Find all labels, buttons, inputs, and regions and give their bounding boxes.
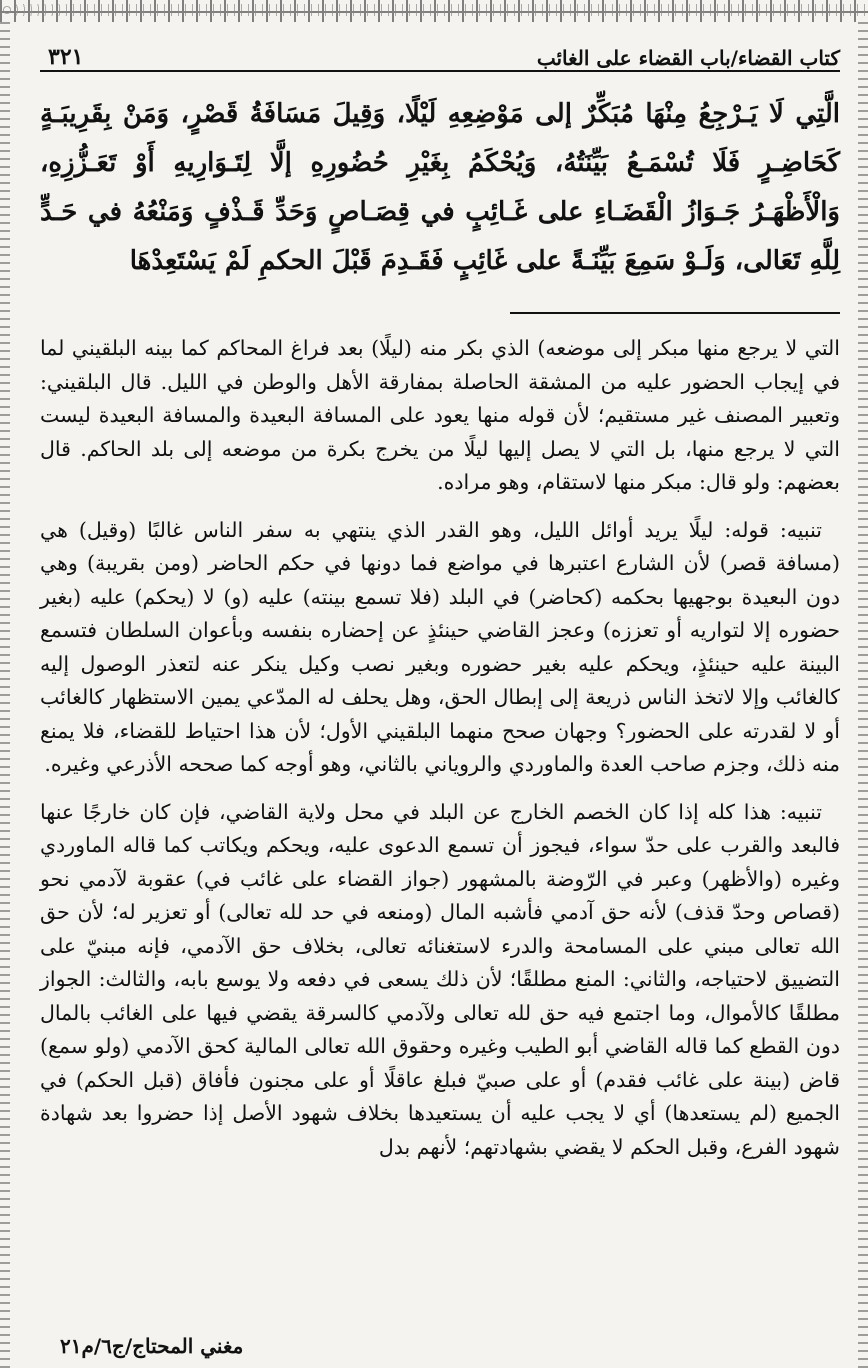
page-number: ٣٢١ <box>48 44 84 70</box>
commentary-paragraph: تنبيه: قوله: ليلًا يريد أوائل الليل، وهو القدر الذي ينتهي به سفر الناس غالبًا (وقيل) هي (مسافة قصر) لأن الشارع اعتبرها في مواضع فما دونها في حكم الحاضر (ومن بقريبة) وهي دون البعيدة بوجهيها بحكمه (كحاضر) في البلد (فلا تسمع بينته) عليه (و) لا (يحكم) عليه (بغير حضوره إلا لتواريه أو تعززه) وعجز القاضي حينئذٍ عن إحضاره بنفسه وبأعوان السلطان فتسمع البينة عليه حينئذٍ، ويحكم عليه بغير حضوره وبغير نصب وكيل ينكر عنه لتعذر الوصول إليه كالغائب وإلا لاتخذ الناس ذريعة إلى إبطال الحق، وهل يحلف له المدّعي يمين الاستظهار كالغائب أو لا لقدرته على الحضور؟ وجهان صحح منهما البلقيني الأول؛ لأن هذا احتياط للقضاء، فلا يمنع منه ذلك، وجزم صاحب العدة والماوردي والروياني بالثاني، وهو أوجه كما صححه الأذرعي وغيره. <box>40 517 840 776</box>
footer-reference: مغني المحتاج/ج٦/م٢١ <box>60 1334 244 1358</box>
running-header <box>40 30 840 72</box>
section-divider <box>510 312 840 314</box>
chapter-title: كتاب القضاء/باب القضاء على الغائب <box>536 46 840 70</box>
commentary <box>40 332 840 1164</box>
decorative-border-top <box>0 0 868 22</box>
decorative-border-right <box>858 20 868 1368</box>
decorative-border-left <box>0 20 10 1368</box>
book-page <box>40 30 840 1360</box>
main-text: الَّتِي لَا يَـرْجِعُ مِنْهَا مُبَكِّرٌ إلى مَوْضِعِهِ لَيْلًا، وَقِيلَ مَسَافَةُ قَصْرٍ، وَمَنْ بِقَرِيبَـةٍ كَحَاضِـرٍ فَلَا تُسْمَـعُ بَيِّنَتُهُ، وَيُحْكَمُ بِغَيْرِ حُضُورِهِ إلَّا لِتَـوَارِيهِ أَوْ تَعَـزُّزِهِ، وَالْأَظْهَـرُ جَـوَازُ الْقَضَـاءِ على غَـائِبٍ في قِصَـاصٍ وَحَدِّ قَـذْفٍ وَمَنْعُهُ في حَـدٍّ لِلَّهِ تَعَالى، وَلَـوْ سَمِعَ بَيِّنَـةً على غَائِبٍ فَقَـدِمَ قَبْلَ الحكمِ لَمْ يَسْتَعِدْهَا <box>40 99 840 276</box>
commentary-paragraph: التي لا يرجع منها مبكر إلى موضعه) الذي بكر منه (ليلًا) بعد فراغ المحاكم كما بينه البلقيني لما في إيجاب الحضور عليه من المشقة الحاصلة بمفارقة الأهل والوطن في الليل. قال البلقيني: وتعبير المصنف غير مستقيم؛ لأن قوله منها يعود على المسافة البعيدة والمسافة البعيدة ليست التي لا يرجع منها، بل التي لا يصل إليها ليلًا من يخرج بكرة من موضعه إلى بلد الحاكم. قال بعضهم: ولو قال: مبكر منها لاستقام، وهو مراده. <box>40 336 840 494</box>
commentary-paragraph: تنبيه: هذا كله إذا كان الخصم الخارج عن البلد في محل ولاية القاضي، فإن كان خارجًا عنها فالبعد والقرب على حدّ سواء، فيجوز أن تسمع الدعوى عليه، ويحكم ويكاتب كما قاله الماوردي وغيره (والأظهر) وعبر في الرّوضة بالمشهور (جواز القضاء على غائب في) عقوبة لآدمي نحو (قصاص وحدّ قذف) لأنه حق آدمي فأشبه المال (ومنعه في حد لله تعالى) أو تعزير له؛ لأن حق الله تعالى مبني على المسامحة والدرء لاستغنائه تعالى، بخلاف حق الآدمي، فإنه مبنيّ على التضييق لاحتياجه، والثاني: المنع مطلقًا؛ لأن ذلك يسعى في دفعه ولا يوسع بابه، والثالث: الجواز مطلقًا كالأموال، وما اجتمع فيه حق لله تعالى ولآدمي كالسرقة يقضي فيها على الغائب بالمال دون القطع كما قاله القاضي أبو الطيب وغيره وحقوق الله تعالى المالية كحق الآدمي (ولو سمع) قاض (بينة على غائب فقدم) أو على صبيّ فبلغ عاقلًا أو على مجنون فأفاق (قبل الحكم) في الجميع (لم يستعدها) أي لا يجب عليه أن يستعيدها بخلاف شهود الأصل إذا حضروا بعد شهادة شهود الفرع، وقبل الحكم لا يقضي بشهادتهم؛ لأنهم بدل <box>40 799 840 1159</box>
